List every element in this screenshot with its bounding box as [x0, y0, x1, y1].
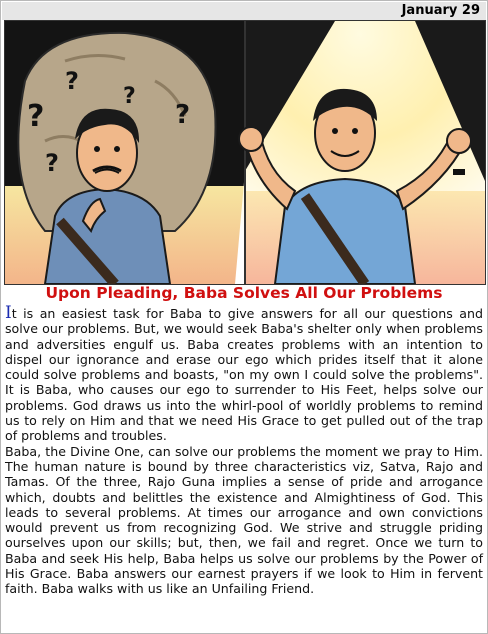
- paragraph-text: t is an easiest task for Baba to give answers for all our questions and solve our problems. But, we would seek Baba's shelter only when problems and adversities engulf us. Baba creates problems with an intention to dispel our ignorance and erase our ego which prides itself that it alone could solve problems and boasts, "on my own I could solve the problems". It is Baba, who causes our ego to surrender to His Feet, helps solve our problems. God draws us into the whirl-pool of worldly problems to remind us to rely on Him and that we need His Grace to get pulled out of the trap of problems and troubles.: [5, 306, 483, 444]
- paragraph: [5, 303, 483, 444]
- article-title: Upon Pleading, Baba Solves All Our Problems: [45, 284, 443, 302]
- question-mark: ?: [175, 100, 191, 130]
- question-mark: ?: [123, 84, 136, 109]
- article-body: [5, 303, 483, 597]
- question-mark: ?: [45, 149, 59, 177]
- date-bar: [2, 2, 486, 20]
- drop-cap: I: [5, 303, 12, 323]
- date-label: January 29: [401, 3, 480, 18]
- illustration-art: [5, 21, 485, 284]
- question-mark: ?: [27, 99, 45, 134]
- question-mark: ?: [65, 67, 79, 95]
- paragraph: Baba, the Divine One, can solve our problems the moment we pray to Him. The human nature is bound by three characteristics viz, Satva, Rajo and Tamas. Of the three, Rajo Guna implies a sense of pride and arrogance which, doubts and belittles the existence and Almightiness of God. This leads to several problems. At times our arrogance and own convictions would prevent us from recognizing God. We strive and struggle priding ourselves upon our skills; but, then, we fail and regret. Once we turn to Baba and seek His help, Baba helps us solve our problems by the Power of His Grace. Baba answers our earnest prayers if we look to Him in fervent faith. Baba walks with us like an Unfailing Friend.: [5, 443, 483, 597]
- illustration: [4, 20, 486, 285]
